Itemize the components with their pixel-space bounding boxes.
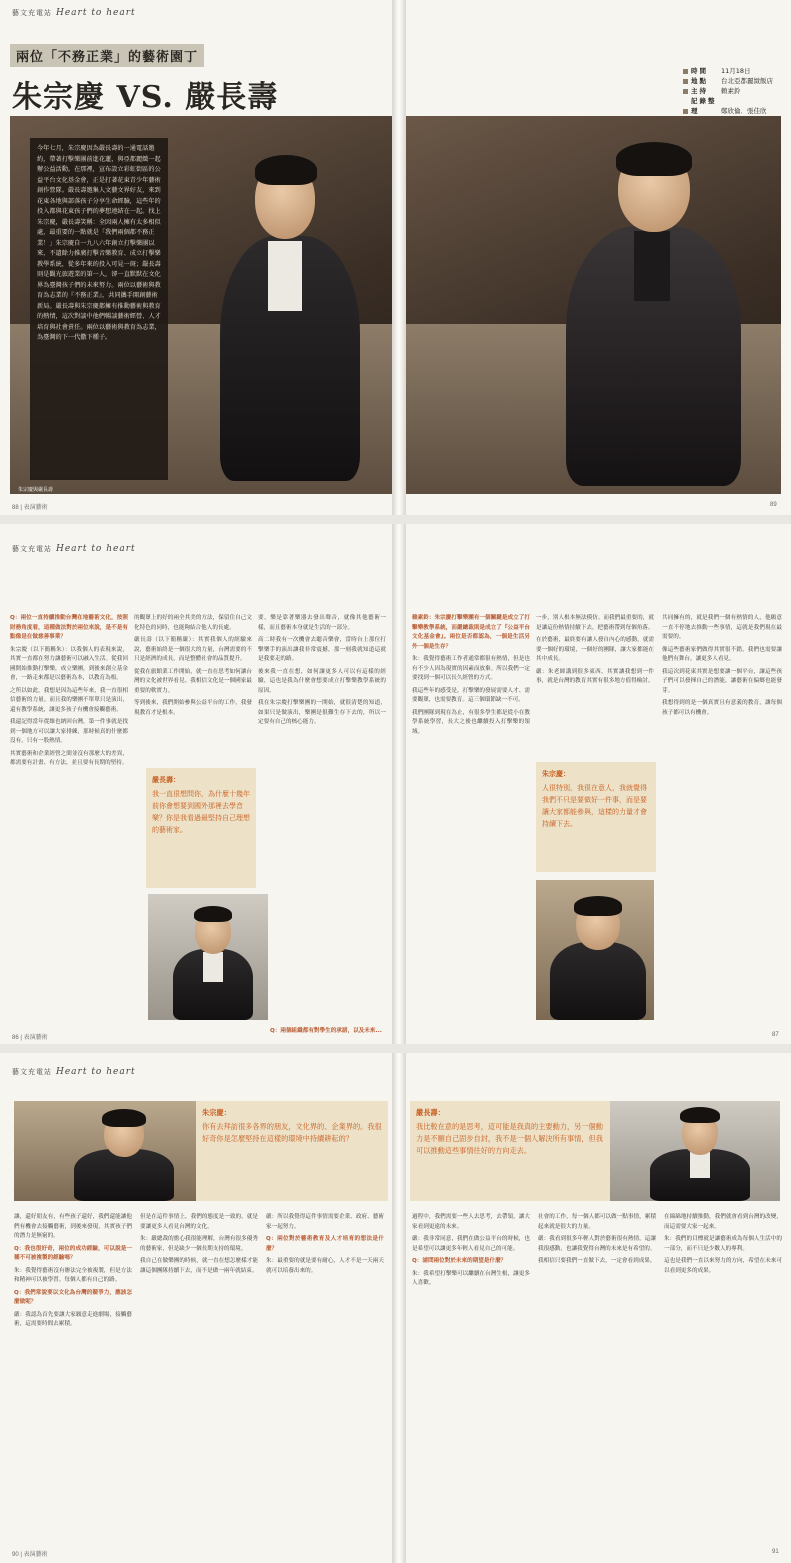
text-column-2: 但是在這件事情上，我們的態度是一致的，就是要讓更多人看見台灣的文化。 朱：嚴總裁的擔心我很能理解，台灣有很多優秀的藝術家，但是缺少一個長期支持的環境。 我自己在做樂團的時候，就一直在想怎麼樣才能讓這個團隊持續下去，而不是做一兩年就結束。 <box>140 1214 258 1274</box>
text-column-5: 一步，別人根本無法模仿。而我們最重要的，就是讓這份熱情持續下去，把藝術帶到每個角落。 在於藝術，最終要有讓人發自內心的感動，就需要一個好的環境，一個好的團隊，讓大家都能在其中成長。 嚴：朱老師講到很多東西，其實讓我想到一件事，就是台灣的教育其實有很多地方值得檢討。 <box>536 615 654 684</box>
text-column-3: 要，樂是靠著樂器去發出聲音，就像其他藝術一樣，而且藝術本身就是生活的一部分。 高二時我有一次機會去聽音樂會，當時台上那位打擊樂手的演出讓我非常震撼，那一刻我就知道這就是我要走的路。 後來我一直在想，如何讓更多人可以有這樣的經驗，這也是我為什麼會想要成立打擊樂教學系統的原因。 我在朱宗慶打擊樂團的一開始，就很清楚的知道，如果只是做演出，樂團是很難生存下去的，所以一定要有自己的核心能力。 <box>258 615 386 725</box>
text-column-2: 的觀眾上的好的兩全其美的方法，保留住自己文化特色的同時，也能夠結合他人的長處。 嚴長壽（以下簡稱嚴）：其實我個人的經驗來說，藝術始終是一個很大的力量，台灣需要的不只是經濟的成長，而是整體社會的品質提升。 從我在旅館業工作開始，就一直在思考如何讓台灣的文化被世界看見。我相信文化是一個國家最重要的軟實力。 等到後來，我們開始參與公益平台的工作，我發現教育才是根本。 <box>134 615 252 716</box>
photo-zhu-banner <box>610 1101 780 1201</box>
photo-yan-banner <box>14 1101 196 1201</box>
spread-2 <box>0 524 791 1044</box>
page-number-right: 87 <box>772 1032 779 1038</box>
text-column-3: 嚴：所以我覺得這件事情需要企業、政府、藝術家一起努力。 Q：兩位對於藝術教育及人才培育的想法是什麼？ 朱：最重要的就是要有耐心，人才不是一天兩天就可以培養出來的。 <box>266 1214 384 1274</box>
page-number-left: 90 | 表演藝術 <box>12 1552 48 1558</box>
section-header: 藝文充電站 Heart to heart <box>12 544 136 554</box>
text-column-4: 賴素鈴：朱宗慶打擊樂團有一個關鍵是成立了打擊樂教學系統，而嚴總裁則是成立了『公益平台文化基金會』。兩位是否都認為，一個是生活另外一個是生存？ 朱：我覺得藝術工作者通常都很有熱情，但是也有不少人因為現實的因素而放棄。所以我們一定要找到一個可以長久經營的方式。 我這些年的感受是，打擊樂的發展需要人才、需要觀眾，也需要教育。這三個環節缺一不可。 我們團隊到現在為止，有很多學生都是從小在教學系統學習，長大之後也繼續投入打擊樂的領域。 <box>412 615 530 735</box>
spread-1 <box>0 0 791 515</box>
page-number-right: 91 <box>772 1549 779 1555</box>
page-number-left: 88 | 表演藝術 <box>12 505 48 511</box>
page-number-left: 86 | 表演藝術 <box>12 1035 48 1041</box>
intro-text: 今年七月，朱宗慶因為嚴長壽的一通電話邀約，帶著打擊樂團前進花蓮，與亞都麗緻一起辦公益活動。在那裡，宣布設立彩虹街區的公益平台文化基金會，正是打著花東青少年藝術創作營隊。嚴長壽邀集人文藝文界好友，來到花東各地與部落孩子分享生命經驗，這些年的投入都與花東孩子們的夢想連結在一起。找上朱宗慶，嚴長壽笑稱：全因兩人擁有太多相似處，最重要的一點就是「我們兩個都不務正業！」朱宗慶自一九八六年創立打擊樂團以來，不遺餘力推廣打擊音樂教育、成立打擊樂教學系統，從多年來的投入可見一斑；嚴長壽則是觀光旅遊業的第一人，卻一直默默在文化界為臺灣孩子們的未來努力。兩位以藝術與教育為志業的『不務正業』，共同攜手開創藝術新局。嚴長壽與朱宗慶都擁有推動藝術與教育的熱情，這次對談中他們暢談藝術經營、人才培育與社會責任。兩位以藝術與教育為志業，為臺灣的下一代撒下種子。 <box>30 138 168 480</box>
spread-3 <box>0 1053 791 1563</box>
text-column-1: 讓，還好朋友有，有些孩子還好，我們還能讓他們有機會去接觸藝術，到後來發現，其實孩子們的潛力是無窮的。 Q：我也很好奇，兩位的成功經驗，可以說是一種不可被複製的經驗嗎？ 朱：我覺得藝術沒有辦法完全被複製，但是方法和精神可以被學習。每個人都有自己的路。 Q：我們常說要以文化為台灣的競爭力，應該怎麼做呢？ 嚴：我認為首先要讓大家願意走進劇場，接觸藝術，這需要時間去累積。 <box>14 1214 132 1327</box>
bottom-question-1: Q：兩個組織都有對學生的承諾，以及未來... <box>270 1028 382 1034</box>
page-number-right: 89 <box>770 502 777 508</box>
article-subtitle: 兩位「不務正業」的藝術園丁 <box>10 44 204 67</box>
photo-yan-small <box>536 880 654 1020</box>
interview-info: 時間 11月18日 地點 台北亞都麗緻飯店 主持 賴素鈴 記錄整理 鄭欣倫．張佳欣 <box>683 66 783 126</box>
pull-quote-zhu-2: 朱宗慶： 你有去拜訪很多各界的朋友，文化界的、企業界的。我很好奇你是怎麼堅持在這樣的環境中持續耕耘的？ <box>196 1101 388 1201</box>
pull-quote-zhu: 朱宗慶： 人很特別，我很在意人，我就覺得我們不只是要做好一件事，而是要讓大家都能參與，這樣的力量才會持續下去。 <box>536 762 656 872</box>
article-title: 朱宗慶 VS. 嚴長壽 <box>12 80 279 115</box>
text-column-5: 社會的工作，每一個人都可以做一點事情，累積起來就是很大的力量。 嚴：我看到很多年輕人對於藝術很有熱情，這讓我很感動，也讓我覺得台灣的未來是有希望的。 我相信只要我們一直做下去，一定會看到成果。 <box>538 1214 656 1264</box>
photo-zhu-small <box>148 894 268 1020</box>
pull-quote-yan: 嚴長壽： 我一直很想問你，為什麼十幾年前你會想要到國外那裡去學音樂？你是我看過最堅持自己理想的藝術家。 <box>146 768 256 888</box>
text-column-1: Q：兩位一直持續推動台灣在地藝術文化，按照財務角度看，這種做法對於兩位來說，是不是有點像是在做慈善事業？ 朱宗慶（以下簡稱朱）：以我個人的表現來說，其實一直都在努力讓藝術可以融入生活。從我回國開始推動打擊樂，成立樂團，到後來創立基金會，一路走來都是以藝術為本，以教育為根。 之所以如此，我想是因為這些年來，我一直很相信藝術的力量。而且我的樂團不單單只是演出，還有教學系統，讓更多孩子有機會接觸藝術。 我還記得當年從維也納回台灣，第一件事就是找到一個地方可以讓大家排練，那時候真的什麼都沒有，只有一股熱情。 其實藝術和企業經營之間並沒有那麼大的差異，都需要有計畫、有方法，並且要有長期的堅持。 <box>10 615 128 766</box>
text-column-6: 共同擁有的，就是我們一個有熱情的人，他願意一直不停地去推動一些事情，這就是我們現在最需要的。 像這些藝術家們做得其實很不錯，我們也需要讓他們有舞台，讓更多人看見。 我這次到花東其實是想要讓一個平台，讓這些孩子們可以發揮自己的潛能，讓藝術在偏鄉也能發芽。 我想得到的是一個真實且有意義的教育，讓每個孩子都可以有機會。 <box>662 615 782 716</box>
pull-quote-yan-2: 嚴長壽： 我比較在意的是思考，這可能是我真的主要動力，另一個動力是不願自己固步自封，我不是一個人解決所有事情，但我可以推動這些事情往好的方向走去。 <box>410 1101 610 1201</box>
photo-yan-changshou <box>406 116 781 494</box>
photo-caption: 朱宗慶與嚴長壽 <box>18 487 54 493</box>
section-header: 藝文充電站 Heart to heart <box>12 8 136 18</box>
text-column-6: 在綿綿地持續推動，我們就會看到台灣的改變，而這需要大家一起來。 朱：我們的目標就是讓藝術成為每個人生活中的一部分，而不只是少數人的專利。 這也是我們一直以來努力的方向，希望在未來可以看到更多的成果。 <box>664 1214 782 1274</box>
text-column-4: 過程中，我們需要一些人去思考，去帶領，讓大家看到更遠的未來。 嚴：我非常同意，我們在做公益平台的時候，也是希望可以讓更多年輕人看見自己的可能。 Q：請問兩位對於未來的期望是什麼？ 朱：我希望打擊樂可以繼續在台灣生根，讓更多人喜歡。 <box>412 1214 530 1286</box>
section-header: 藝文充電站 Heart to heart <box>12 1067 136 1077</box>
